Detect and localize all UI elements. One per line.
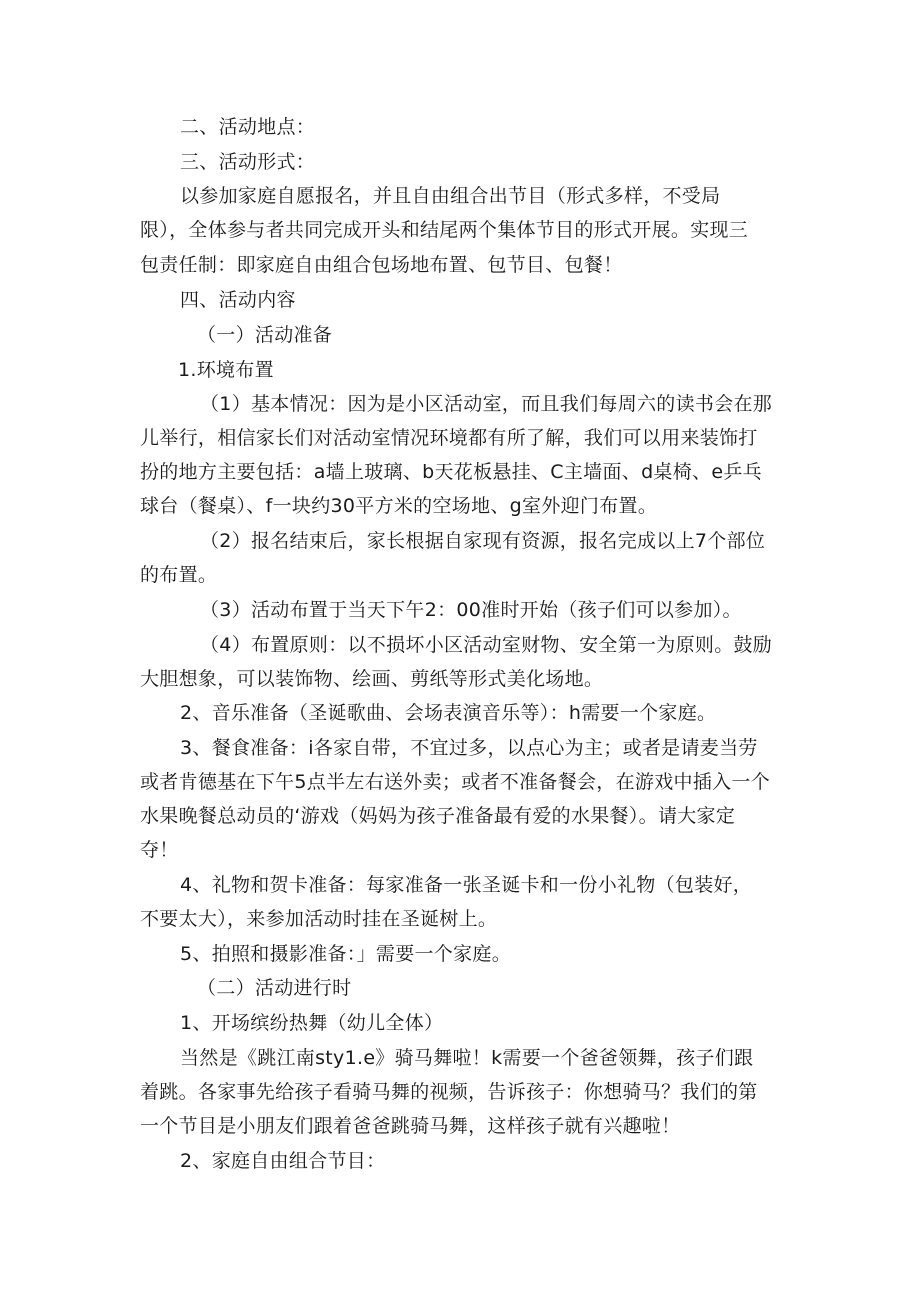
paragraph-line: 当然是《跳江南sty1.e》骑马舞啦！k需要一个爸爸领舞，孩子们跟: [180, 1047, 754, 1069]
paragraph-line: 包责任制：即家庭自由组合包场地布置、包节目、包餐！: [140, 254, 623, 276]
paragraph-line: 扮的地方主要包括：a墙上玻璃、b天花板悬挂、C主墙面、d桌椅、e乒乓: [140, 461, 762, 483]
paragraph-line: 或者肯德基在下午5点半左右送外卖；或者不准备餐会，在游戏中插入一个: [140, 771, 770, 793]
paragraph-line: 着跳。各家事先给孩子看骑马舞的视频，告诉孩子：你想骑马？我们的第: [140, 1081, 758, 1103]
heading-activity-form: 三、活动形式：: [180, 151, 316, 173]
paragraph-line: 的布置。: [140, 564, 218, 586]
subheading-in-progress: （二）活动进行时: [197, 977, 352, 999]
paragraph-line: 3、餐食准备：i各家自带，不宜过多，以点心为主；或者是请麦当劳: [180, 737, 758, 759]
paragraph-line: （4）布置原则：以不损坏小区活动室财物、安全第一为原则。鼓励: [200, 634, 773, 656]
paragraph-line: 限），全体参与者共同完成开头和结尾两个集体节目的形式开展。实现三: [140, 219, 749, 241]
paragraph-line: 夺！: [140, 839, 179, 861]
paragraph-line: 1、开场缤纷热舞（幼儿全体）: [180, 1012, 444, 1034]
paragraph-line: 球台（餐桌）、f一块约30平方米的空场地、g室外迎门布置。: [140, 495, 658, 517]
paragraph-line: 儿举行，相信家长们对活动室情况环境都有所了解，我们可以用来装饰打: [140, 427, 758, 449]
paragraph-line: 2、家庭自由组合节目：: [180, 1150, 386, 1172]
paragraph-line: （3）活动布置于当天下午2：00准时开始（孩子们可以参加）。: [200, 599, 742, 621]
heading-activity-content: 四、活动内容: [180, 289, 296, 311]
paragraph-line: （1）基本情况：因为是小区活动室，而且我们每周六的读书会在那: [200, 393, 773, 415]
paragraph-line: 水果晚餐总动员的‘游戏（妈妈为孩子准备最有爱的水果餐）。请大家定: [140, 805, 736, 827]
paragraph-line: 不要太大），来参加活动时挂在圣诞树上。: [140, 908, 498, 930]
paragraph-line: 大胆想象，可以装饰物、绘画、剪纸等形式美化场地。: [140, 668, 604, 690]
paragraph-line: 一个节目是小朋友们跟着爸爸跳骑马舞，这样孩子就有兴趣啦！: [140, 1115, 681, 1137]
heading-activity-location: 二、活动地点：: [180, 116, 316, 138]
paragraph-line: （2）报名结束后，家长根据自家现有资源，报名完成以上7个部位: [200, 530, 766, 552]
paragraph-line: 2、音乐准备（圣诞歌曲、会场表演音乐等）：h需要一个家庭。: [180, 702, 717, 724]
paragraph-line: 以参加家庭自愿报名，并且自由组合出节目（形式多样，不受局: [180, 185, 721, 207]
paragraph-line: 4、礼物和贺卡准备：每家准备一张圣诞卡和一份小礼物（包装好，: [180, 874, 753, 896]
subheading-preparation: （一）活动准备: [197, 324, 333, 346]
subheading-environment: 1.环境布置: [178, 359, 274, 381]
paragraph-line: 5、拍照和摄影准备：」需要一个家庭。: [180, 943, 511, 965]
